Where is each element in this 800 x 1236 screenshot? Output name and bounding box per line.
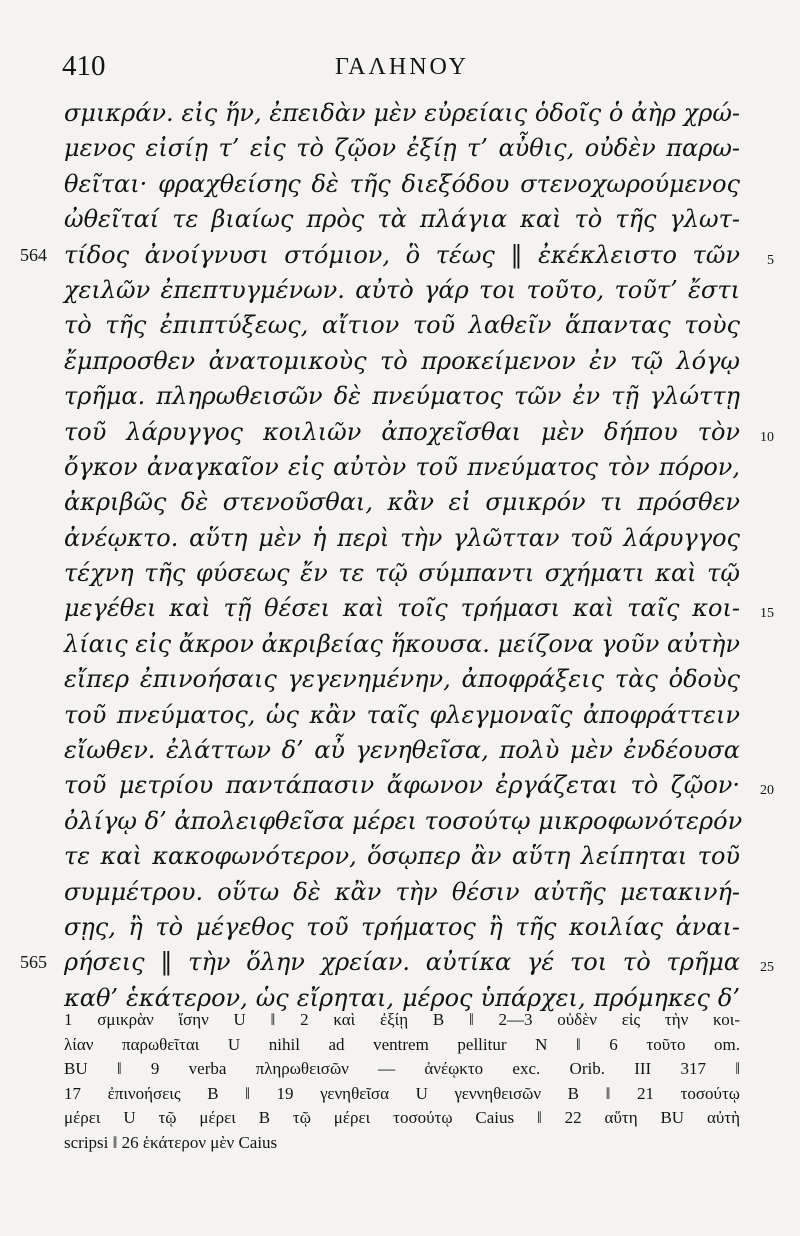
text-line — [64, 131, 740, 166]
text-line — [64, 273, 740, 308]
line-text: χειλῶν ἐπεπτυγμένων. αὐτὸ γάρ τοι τοῦτο, τοῦτ’ ἔστι — [64, 275, 740, 304]
line-text: τε καὶ κακοφωνότερον, ὅσῳπερ ἂν αὕτη λείπηται τοῦ — [64, 842, 740, 871]
line-text: λίαις εἰς ἄκρον ἀκριβείας ἥκουσα. μείζονα γοῦν αὐτὴν — [64, 629, 740, 658]
text-line — [64, 733, 740, 768]
text-line — [64, 662, 740, 697]
line-text: τοῦ πνεύματος, ὡς κἂν ταῖς φλεγμοναῖς ἀποφράττειν — [64, 700, 740, 729]
line-text: τὸ τῆς ἐπιπτύξεως, αἴτιον τοῦ λαθεῖν ἅπαντας τοὺς — [64, 311, 740, 340]
apparatus-line: BU ‖ 9 verba πληρωθεισῶν — ἀνέῳκτο exc. Orib. III 317 ‖ — [64, 1059, 740, 1078]
kuehn-page-ref: 565 — [20, 952, 47, 973]
text-line — [64, 308, 740, 343]
apparatus-line: λίαν παρωθεῖται U nihil ad ventrem pellitur N ‖ 6 τοῦτο om. — [64, 1034, 740, 1054]
text-line — [64, 96, 740, 131]
text-line — [64, 698, 740, 733]
text-line — [64, 450, 740, 485]
text-line — [64, 415, 774, 450]
line-text: ὄγκον ἀναγκαῖον εἰς αὐτὸν τοῦ πνεύματος τὸν πόρον, — [64, 452, 740, 481]
apparatus-line: 17 ἐπινοήσεις B ‖ 19 γενηθεῖσα U γεννηθεισῶν B ‖ 21 τοσούτῳ — [64, 1083, 740, 1103]
text-line — [20, 945, 774, 980]
text-line — [20, 238, 774, 273]
line-number: 10 — [760, 429, 774, 445]
text-line — [64, 485, 740, 520]
kuehn-page-ref: 564 — [20, 244, 47, 265]
apparatus-line: scripsi ‖ 26 ἑκάτερον μὲν Caius — [64, 1132, 278, 1152]
text-line — [64, 768, 774, 803]
line-text: τοῦ μετρίου παντάπασιν ἄφωνον ἐργάζεται τὸ ζῷον· — [64, 771, 740, 800]
line-text: μεγέθει καὶ τῇ θέσει καὶ τοῖς τρήμασι καὶ ταῖς κοι- — [64, 594, 740, 623]
text-line — [64, 839, 740, 874]
running-head: ΓΑΛΗΝΟΥ — [334, 54, 470, 80]
line-number: 5 — [767, 252, 774, 268]
line-text: σμικράν. εἰς ἥν, ἐπειδὰν μὲν εὐρείαις ὁδοῖς ὁ ἀὴρ χρώ- — [64, 99, 740, 127]
text-line — [64, 627, 740, 662]
apparatus-line: 1 σμικρὰν ἴσην U ‖ 2 καὶ ἐξίῃ B ‖ 2—3 οὐδὲν εἰς τὴν κοι- — [64, 1010, 740, 1029]
line-text: εἴωθεν. ἐλάττων δ’ αὖ γενηθεῖσα, πολὺ μὲν ἐνδέουσα — [64, 736, 740, 765]
text-line — [64, 167, 740, 202]
page-header — [62, 50, 742, 94]
text-line — [64, 804, 743, 839]
line-text: ὀλίγῳ δ’ ἀπολειφθεῖσα μέρει τοσούτῳ μικροφωνότερόν — [64, 806, 743, 835]
line-text: τέχνη τῆς φύσεως ἔν τε τῷ σύμπαντι σχήματι καὶ τῷ — [64, 559, 740, 588]
line-text: τρῆμα. πληρωθεισῶν δὲ πνεύματος τῶν ἐν τῇ γλώττῃ — [64, 382, 740, 411]
line-text: ἀκριβῶς δὲ στενοῦσθαι, κἂν εἰ σμικρόν τι πρόσθεν — [64, 488, 740, 517]
line-text: ὠθεῖταί τε βιαίως πρὸς τὰ πλάγια καὶ τὸ τῆς γλωτ- — [64, 205, 740, 234]
line-number: 15 — [760, 606, 774, 622]
line-text: ρήσεις ‖ τὴν ὅλην χρείαν. αὐτίκα γέ τοι τὸ τρῆμα — [64, 948, 740, 977]
main-text — [20, 96, 774, 1016]
line-number: 20 — [760, 783, 774, 799]
text-line — [64, 591, 774, 626]
line-text: μενος εἰσίῃ τ’ εἰς τὸ ζῷον ἐξίῃ τ’ αὖθις, οὐδὲν παρω- — [64, 134, 740, 163]
line-text: σῃς, ἢ τὸ μέγεθος τοῦ τρήματος ἢ τῆς κοιλίας ἀναι- — [64, 912, 740, 941]
line-text: θεῖται· φραχθείσης δὲ τῆς διεξόδου στενοχωρούμενος — [64, 169, 740, 198]
line-number: 25 — [760, 960, 774, 976]
text-line — [64, 202, 740, 237]
text-line — [64, 875, 740, 910]
line-text: εἴπερ ἐπινοήσαις γεγενημένην, ἀποφράξεις τὰς ὁδοὺς — [64, 665, 740, 694]
critical-apparatus — [64, 1008, 740, 1155]
line-text: ἔμπροσθεν ἀνατομικοὺς τὸ προκείμενον ἐν τῷ λόγῳ — [64, 346, 740, 375]
apparatus-line: μέρει U τῷ μέρει B τῷ μέρει τοσούτῳ Caius ‖ 22 αὕτη BU αὐτὴ — [64, 1108, 740, 1127]
line-text: συμμέτρου. οὕτω δὲ κἂν τὴν θέσιν αὐτῆς μετακινή- — [64, 877, 740, 906]
line-text: τίδος ἀνοίγνυσι στόμιον, ὃ τέως ‖ ἐκέκλειστο τῶν — [64, 240, 740, 269]
page-number: 410 — [62, 50, 106, 82]
line-text: τοῦ λάρυγγος κοιλιῶν ἀποχεῖσθαι μὲν δήπου τὸν — [64, 417, 740, 446]
text-line — [64, 556, 740, 591]
text-line — [64, 910, 740, 945]
text-line — [64, 344, 740, 379]
text-line — [64, 379, 740, 414]
text-line — [64, 521, 740, 556]
line-text: καθ’ ἑκάτερον, ὡς εἴρηται, μέρος ὑπάρχει, πρόμηκες δ’ — [64, 983, 740, 1012]
line-text: ἀνέῳκτο. αὕτη μὲν ἡ περὶ τὴν γλῶτταν τοῦ λάρυγγος — [64, 523, 740, 552]
